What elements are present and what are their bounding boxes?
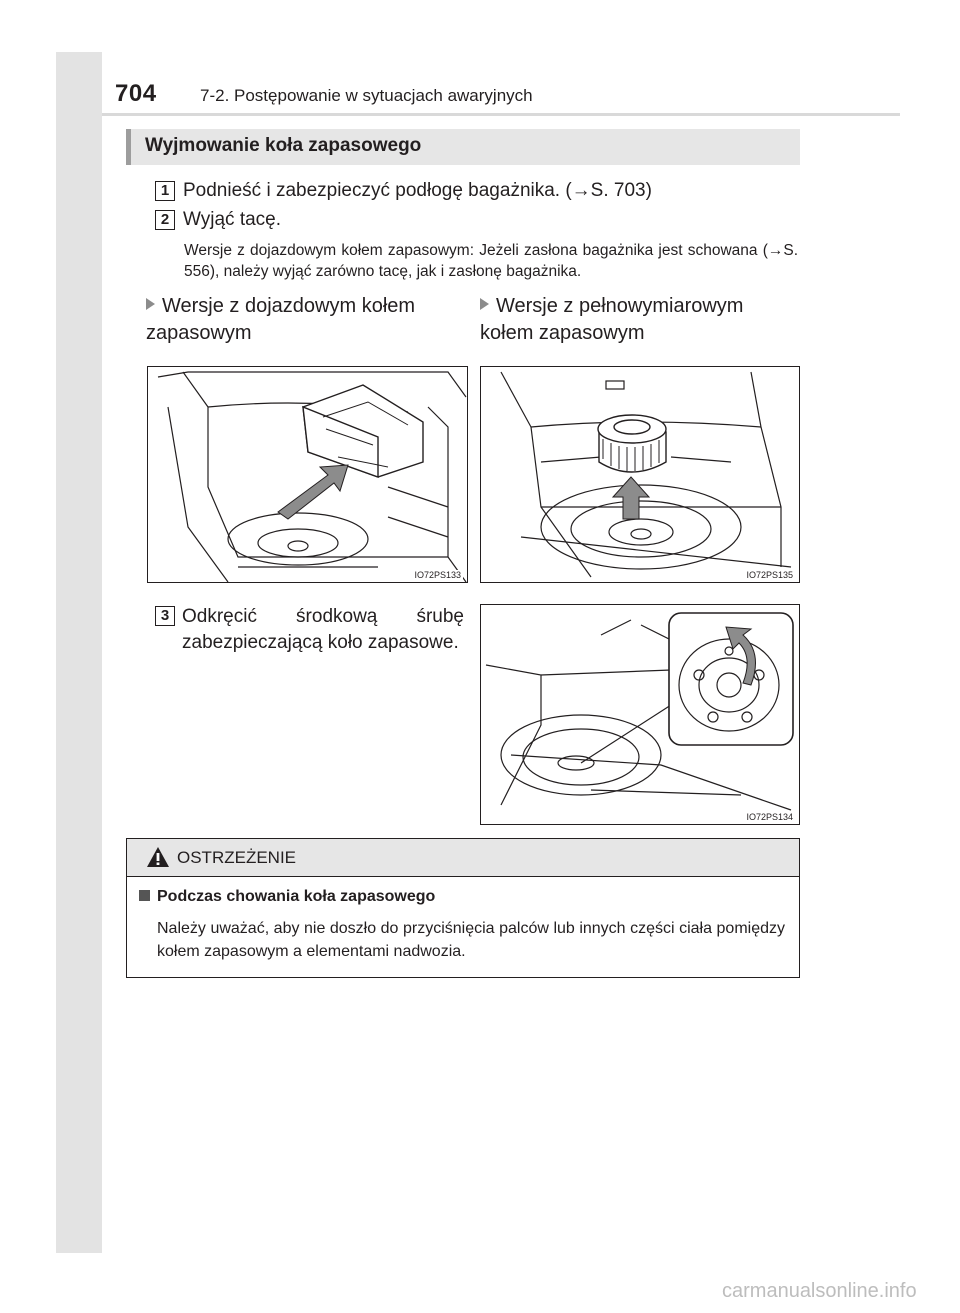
step-number-1: 1 [155, 181, 175, 201]
section-title: Wyjmowanie koła zapasowego [145, 135, 422, 156]
step-2-text: Wyjąć tacę. [183, 209, 282, 230]
section-header [126, 129, 800, 165]
figure-unscrew-bolt [480, 604, 800, 825]
step-1-text: Podnieść i zabezpieczyć podłogę bagażnika. (→S. 703) [183, 180, 652, 201]
warning-title: OSTRZEŻENIE [177, 848, 297, 867]
variant-full-spare [480, 293, 800, 347]
illustration-trunk-tray [148, 367, 468, 583]
square-bullet-icon [139, 890, 150, 901]
step-number-2: 2 [155, 210, 175, 230]
figure-remove-tray-compact [147, 366, 468, 583]
variant-compact-spare [146, 293, 466, 347]
step-number-3: 3 [155, 606, 175, 626]
step-3-text: Odkręcić środkową śrubę zabezpieczającą koło zapasowe. [182, 606, 464, 653]
chapter-title: 7-2. Postępowanie w sytuacjach awaryjnych [200, 86, 533, 105]
figure-code: IO72PS134 [746, 812, 793, 822]
bullet-arrow-icon [146, 298, 155, 310]
illustration-trunk-full-spare [481, 367, 800, 583]
variant-full-label: Wersje z pełnowymiarowym kołem zapasowym [480, 295, 744, 344]
warning-box [126, 838, 800, 978]
figure-code: IO72PS133 [414, 570, 461, 580]
illustration-spare-wheel-bolt [481, 605, 800, 825]
warning-triangle-icon [146, 846, 170, 868]
warning-body: Należy uważać, aby nie doszło do przyciśnięcia palców lub innych części ciała pomiędzy kołem zapasowym a elementami nadwozia. [157, 920, 785, 960]
header-rule [102, 113, 900, 116]
warning-subtitle: Podczas chowania koła zapasowego [157, 888, 436, 905]
step-2-note: Wersje z dojazdowym kołem zapasowym: Jeżeli zasłona bagażnika jest schowana (→S. 556), należy wyjąć zarówno tacę, jak i zasłonę bagażnika. [184, 242, 798, 280]
page-number: 704 [115, 80, 157, 107]
page-side-margin [56, 52, 102, 1253]
warning-header [127, 839, 799, 877]
watermark: carmanualsonline.info [722, 1280, 917, 1302]
warning-subtitle-row [139, 888, 435, 906]
bullet-arrow-icon [480, 298, 489, 310]
variant-compact-label: Wersje z dojazdowym kołem zapasowym [146, 295, 416, 344]
figure-remove-tray-full [480, 366, 800, 583]
figure-code: IO72PS135 [746, 570, 793, 580]
